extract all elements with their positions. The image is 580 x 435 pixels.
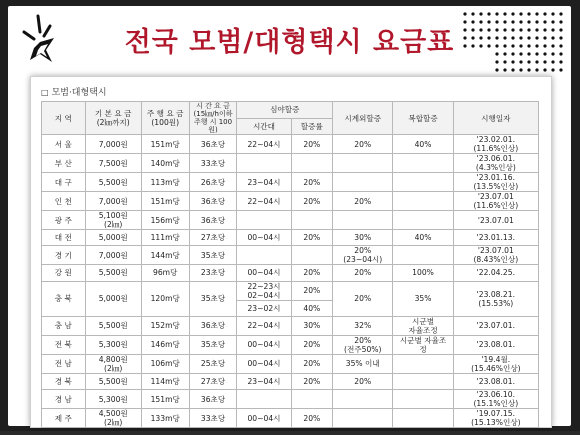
cell-region: 광 주 — [42, 211, 86, 230]
cell-effective-date: '23.07.01. — [453, 316, 538, 335]
square-bullet-icon: □ — [41, 88, 49, 97]
header-outside-city: 시계외할증 — [333, 102, 393, 135]
cell-night-rate: 20% — [291, 265, 333, 281]
cell-night-rate — [291, 246, 333, 265]
cell-night-rate: 30% — [291, 316, 333, 335]
cell-base-fare: 5,500원 — [85, 316, 141, 335]
cell-night-rate: 20% — [291, 354, 333, 373]
cell-time-fare: 25초당 — [189, 354, 237, 373]
cell-combined — [393, 173, 453, 192]
cell-region: 부 산 — [42, 154, 86, 173]
cell-base-fare: 4,800원 (2㎞) — [85, 354, 141, 373]
cell-outside-city: 20% — [333, 135, 393, 154]
table-row — [42, 135, 539, 154]
slide-card — [8, 6, 571, 426]
cell-region: 대 전 — [42, 230, 86, 246]
cell-time-fare: 27초당 — [189, 230, 237, 246]
cell-outside-city: 20% — [333, 192, 393, 211]
cell-time-fare: 36초당 — [189, 135, 237, 154]
page-title: 전국 모범/대형택시 요금표 — [124, 27, 455, 58]
cell-distance-fare: 156m당 — [141, 211, 189, 230]
cell-night-rate — [291, 154, 333, 173]
table-row — [42, 265, 539, 281]
cell-region: 경 북 — [42, 373, 86, 389]
cell-outside-city: 35% 이내 — [333, 354, 393, 373]
cell-region: 강 원 — [42, 265, 86, 281]
cell-night-time: 22~04시 — [237, 192, 291, 211]
cell-region: 대 구 — [42, 173, 86, 192]
cell-effective-date: '23.07.01 (11.6%인상) — [453, 192, 538, 211]
cell-combined: 40% — [393, 230, 453, 246]
cell-distance-fare: 111m당 — [141, 230, 189, 246]
cell-combined — [393, 211, 453, 230]
cell-outside-city: 20% — [333, 373, 393, 389]
cell-effective-date: '19.07.15. (15.13%인상) — [453, 409, 538, 428]
cell-night-rate: 20% — [291, 373, 333, 389]
table-row — [42, 354, 539, 373]
cell-night-time: 00~04시 — [237, 409, 291, 428]
cell-time-fare: 26초당 — [189, 173, 237, 192]
cell-night-rate: 20% — [291, 281, 333, 300]
cell-outside-city — [333, 173, 393, 192]
cell-outside-city — [333, 409, 393, 428]
table-row — [42, 409, 539, 428]
cell-region: 충 북 — [42, 281, 86, 316]
cell-effective-date: '23.02.01. (11.6%인상) — [453, 135, 538, 154]
cell-combined — [393, 154, 453, 173]
cell-night-rate: 20% — [291, 192, 333, 211]
cell-night-rate: 40% — [291, 300, 333, 316]
cell-distance-fare: 152m당 — [141, 316, 189, 335]
cell-outside-city — [333, 390, 393, 409]
cell-distance-fare: 144m당 — [141, 246, 189, 265]
cell-night-time: 22~23시 02~04시 — [237, 281, 291, 300]
cell-distance-fare: 151m당 — [141, 192, 189, 211]
cell-distance-fare: 151m당 — [141, 135, 189, 154]
cell-night-rate: 20% — [291, 230, 333, 246]
header-night-rate: 할증률 — [291, 118, 333, 135]
header-combined: 복합할증 — [393, 102, 453, 135]
table-row — [42, 154, 539, 173]
cell-base-fare: 5,500원 — [85, 173, 141, 192]
cell-night-time: 23~04시 — [237, 373, 291, 389]
cell-combined — [393, 246, 453, 265]
cell-effective-date: '23.08.01. — [453, 335, 538, 354]
cell-effective-date: '23.06.10. (15.1%인상) — [453, 390, 538, 409]
table-row — [42, 173, 539, 192]
cell-base-fare: 5,000원 — [85, 230, 141, 246]
cell-effective-date: '19.4월. (15.46%인상) — [453, 354, 538, 373]
cell-combined: 시군별 자율조 정 — [393, 335, 453, 354]
table-row — [42, 316, 539, 335]
header-base-fare: 기 본 요 금 (2㎞까지) — [85, 102, 141, 135]
cell-time-fare: 35초당 — [189, 281, 237, 316]
cell-time-fare: 33초당 — [189, 154, 237, 173]
cell-effective-date: '22.04.25. — [453, 265, 538, 281]
cell-combined — [393, 373, 453, 389]
cell-base-fare: 5,000원 — [85, 281, 141, 316]
bottom-strip — [0, 431, 580, 435]
table-row — [42, 230, 539, 246]
section-label: □ 모범·대형택시 — [41, 88, 107, 98]
cell-combined: 시군별 자율조정 — [393, 316, 453, 335]
cell-base-fare: 5,500원 — [85, 265, 141, 281]
cell-distance-fare: 146m당 — [141, 335, 189, 354]
cell-distance-fare: 114m당 — [141, 373, 189, 389]
cell-distance-fare: 96m당 — [141, 265, 189, 281]
cell-distance-fare: 151m당 — [141, 390, 189, 409]
cell-distance-fare: 106m당 — [141, 354, 189, 373]
cell-effective-date: '23.01.16. (13.5%인상) — [453, 173, 538, 192]
header-distance-fare: 주 행 요 금 (100원) — [141, 102, 189, 135]
cell-night-time — [237, 246, 291, 265]
cell-base-fare: 5,300원 — [85, 335, 141, 354]
cell-combined — [393, 354, 453, 373]
cell-time-fare: 36초당 — [189, 316, 237, 335]
table-row — [42, 246, 539, 265]
cell-region: 제 주 — [42, 409, 86, 428]
cell-night-rate: 20% — [291, 135, 333, 154]
cell-time-fare: 27초당 — [189, 373, 237, 389]
cell-night-time: 00~04시 — [237, 230, 291, 246]
cell-time-fare: 33초당 — [189, 409, 237, 428]
header-effective-date: 시행일자 — [453, 102, 538, 135]
cell-outside-city: 20% — [333, 281, 393, 316]
cell-outside-city: 20% — [333, 265, 393, 281]
cell-distance-fare: 133m당 — [141, 409, 189, 428]
cell-time-fare: 36초당 — [189, 390, 237, 409]
cell-night-rate: 20% — [291, 409, 333, 428]
cell-base-fare: 5,100원 (2㎞) — [85, 211, 141, 230]
cell-region: 전 남 — [42, 354, 86, 373]
cell-distance-fare: 113m당 — [141, 173, 189, 192]
cell-region: 인 천 — [42, 192, 86, 211]
cell-base-fare: 5,300원 — [85, 390, 141, 409]
cell-combined — [393, 390, 453, 409]
cell-night-rate — [291, 211, 333, 230]
cell-outside-city — [333, 211, 393, 230]
cell-night-time — [237, 390, 291, 409]
cell-effective-date: '23.07.01 — [453, 211, 538, 230]
cell-effective-date: '23.06.01. (4.3%인상) — [453, 154, 538, 173]
cell-night-time — [237, 154, 291, 173]
header-region: 지 역 — [42, 102, 86, 135]
cell-night-time: 00~04시 — [237, 354, 291, 373]
cell-outside-city: 20% (전주50%) — [333, 335, 393, 354]
cell-night-time: 00~04시 — [237, 265, 291, 281]
cell-base-fare: 7,500원 — [85, 154, 141, 173]
table-row — [42, 281, 539, 300]
cell-combined — [393, 192, 453, 211]
cell-effective-date: '23.08.21. (15.53%) — [453, 281, 538, 316]
cell-region: 전 북 — [42, 335, 86, 354]
cell-combined: 40% — [393, 135, 453, 154]
header-night-surcharge: 심야할증 — [237, 102, 333, 119]
cell-region: 서 울 — [42, 135, 86, 154]
cell-night-rate — [291, 390, 333, 409]
cell-base-fare: 5,500원 — [85, 373, 141, 389]
fare-table — [41, 101, 539, 428]
cell-night-time: 23~04시 — [237, 173, 291, 192]
cell-outside-city — [333, 154, 393, 173]
cell-night-rate: 20% — [291, 173, 333, 192]
cell-night-time: 00~04시 — [237, 335, 291, 354]
cell-outside-city: 32% — [333, 316, 393, 335]
cell-outside-city: 30% — [333, 230, 393, 246]
cell-region: 경 기 — [42, 246, 86, 265]
cell-time-fare: 23초당 — [189, 265, 237, 281]
table-row — [42, 192, 539, 211]
cell-night-time: 22~04시 — [237, 316, 291, 335]
cell-combined: 100% — [393, 265, 453, 281]
cell-region: 경 남 — [42, 390, 86, 409]
cell-time-fare: 36초당 — [189, 192, 237, 211]
table-row — [42, 390, 539, 409]
cell-base-fare: 7,000원 — [85, 246, 141, 265]
cell-night-time: 22~04시 — [237, 135, 291, 154]
cell-combined: 35% — [393, 281, 453, 316]
cell-effective-date: '23.01.13. — [453, 230, 538, 246]
cell-time-fare: 35초당 — [189, 335, 237, 354]
cell-night-rate: 20% — [291, 335, 333, 354]
cell-effective-date: '23.07.01 (8.43%인상) — [453, 246, 538, 265]
cell-combined — [393, 409, 453, 428]
header-time-fare: 시 간 요 금 (15㎞/h이하 주행 시 100 원) — [189, 102, 237, 135]
cell-outside-city: 20% (23~04시) — [333, 246, 393, 265]
cell-effective-date: '23.08.01. — [453, 373, 538, 389]
cell-time-fare: 35초당 — [189, 246, 237, 265]
header-night-time: 시간대 — [237, 118, 291, 135]
cell-base-fare: 7,000원 — [85, 192, 141, 211]
cell-distance-fare: 140m당 — [141, 154, 189, 173]
cell-region: 충 남 — [42, 316, 86, 335]
cell-night-time: 23~02시 — [237, 300, 291, 316]
fare-table-panel — [30, 76, 552, 428]
table-row — [42, 211, 539, 230]
cell-base-fare: 4,500원 (2㎞) — [85, 409, 141, 428]
cell-time-fare: 36초당 — [189, 211, 237, 230]
cell-base-fare: 7,000원 — [85, 135, 141, 154]
table-row — [42, 335, 539, 354]
table-row — [42, 373, 539, 389]
cell-distance-fare: 120m당 — [141, 281, 189, 316]
cell-night-time — [237, 211, 291, 230]
